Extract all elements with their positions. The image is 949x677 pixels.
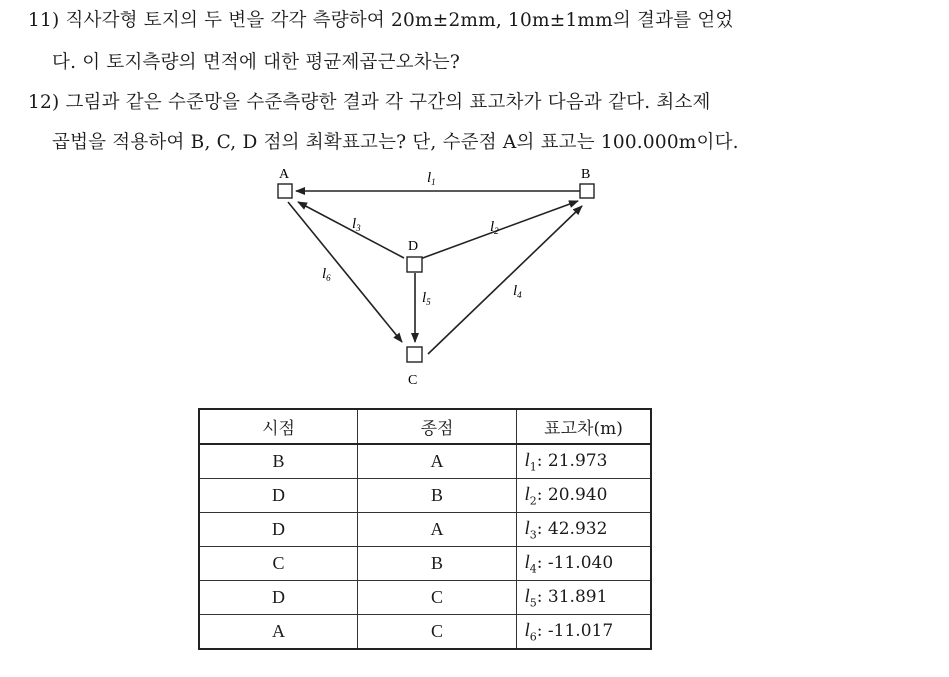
question-11-line-2: 다. 이 토지측량의 면적에 대한 평균제곱근오차는? bbox=[52, 52, 461, 73]
edge-l1-label: $l_1$ bbox=[427, 170, 436, 187]
station-b-label: B bbox=[581, 167, 591, 182]
cell-from: B bbox=[199, 444, 358, 479]
station-d-label: D bbox=[408, 239, 419, 254]
edge-l4-label: $l_4$ bbox=[513, 283, 522, 300]
cell-difference: $l_1$: 21.973 bbox=[517, 444, 652, 479]
edge-l2 bbox=[420, 201, 578, 259]
cell-to: B bbox=[358, 479, 517, 513]
edge-l2-label: $l_2$ bbox=[490, 219, 499, 236]
station-b-box bbox=[580, 184, 594, 198]
cell-to: A bbox=[358, 444, 517, 479]
table-row bbox=[199, 615, 651, 650]
cell-from: A bbox=[199, 615, 358, 650]
table-row bbox=[199, 547, 651, 581]
elevation-difference-table bbox=[198, 408, 652, 650]
question-11-line-1: 11) 직사각형 토지의 두 변을 각각 측량하여 20m±2mm, 10m±1mm의 결과를 얻었 bbox=[28, 10, 734, 31]
cell-from: D bbox=[199, 513, 358, 547]
edge-l6 bbox=[288, 202, 402, 342]
table-row bbox=[199, 581, 651, 615]
cell-from: D bbox=[199, 479, 358, 513]
table-header-row bbox=[199, 409, 651, 444]
question-12-line-1: 12) 그림과 같은 수준망을 수준측량한 결과 각 구간의 표고차가 다음과 같다. 최소제 bbox=[28, 92, 711, 113]
cell-to: C bbox=[358, 581, 517, 615]
station-c-label: C bbox=[408, 373, 418, 388]
edge-l3 bbox=[298, 202, 404, 258]
cell-from: D bbox=[199, 581, 358, 615]
cell-from: C bbox=[199, 547, 358, 581]
cell-to: A bbox=[358, 513, 517, 547]
leveling-network-diagram bbox=[250, 160, 630, 395]
cell-difference: $l_3$: 42.932 bbox=[517, 513, 652, 547]
table-row bbox=[199, 513, 651, 547]
cell-difference: $l_5$: 31.891 bbox=[517, 581, 652, 615]
edge-l6-label: $l_6$ bbox=[322, 266, 331, 283]
station-c-box bbox=[407, 347, 422, 362]
cell-difference: $l_4$: -11.040 bbox=[517, 547, 652, 581]
station-d-box bbox=[407, 257, 422, 272]
table-row bbox=[199, 444, 651, 479]
edge-l3-label: $l_3$ bbox=[352, 216, 361, 233]
edge-l5-label: $l_5$ bbox=[422, 290, 431, 307]
station-a-label: A bbox=[279, 167, 290, 182]
header-start-point: 시점 bbox=[199, 409, 358, 444]
cell-to: B bbox=[358, 547, 517, 581]
cell-difference: $l_2$: 20.940 bbox=[517, 479, 652, 513]
header-elevation-difference: 표고차(m) bbox=[517, 409, 652, 444]
cell-to: C bbox=[358, 615, 517, 650]
header-end-point: 종점 bbox=[358, 409, 517, 444]
question-12-line-2: 곱법을 적용하여 B, C, D 점의 최확표고는? 단, 수준점 A의 표고는 100.000m이다. bbox=[52, 132, 739, 153]
table-row bbox=[199, 479, 651, 513]
cell-difference: $l_6$: -11.017 bbox=[517, 615, 652, 650]
station-a-box bbox=[278, 184, 292, 198]
